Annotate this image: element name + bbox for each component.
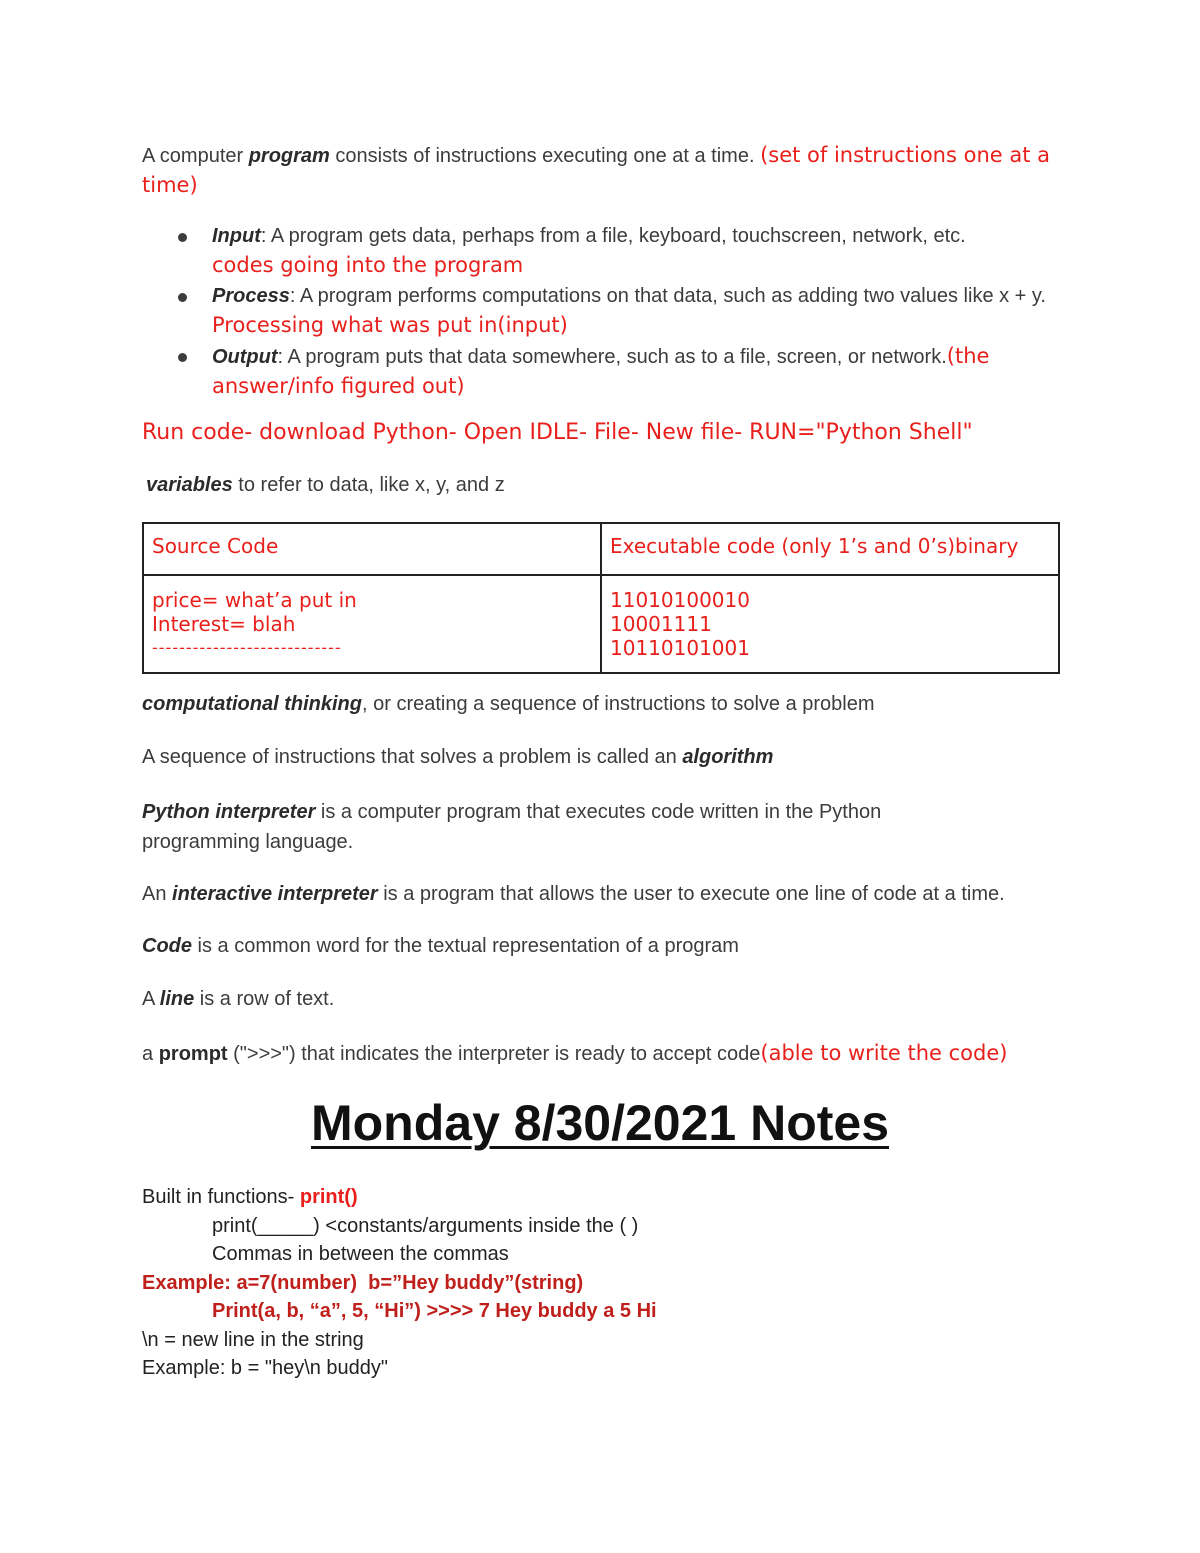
- bullet-icon: [178, 293, 187, 302]
- computational-thinking-def: computational thinking, or creating a sequence of instructions to solve a problem: [142, 693, 875, 715]
- example-print-line: Print(a, b, “a”, 5, “Hi”) >>>> 7 Hey buddy a 5 Hi: [212, 1300, 657, 1322]
- source-code-cell: price= what’a put in Interest= blah ----------------------------: [143, 575, 601, 673]
- intro-paragraph: [142, 141, 1062, 201]
- table-header-row: [143, 523, 1059, 575]
- python-interpreter-def: Python interpreter is a computer program that executes code written in the Python programming language.: [142, 801, 882, 853]
- list-item: Process: A program performs computations on that data, such as adding two values like x + y. Processing what was put in(input): [142, 282, 1062, 341]
- list-item: Input: A program gets data, perhaps from a file, keyboard, touchscreen, network, etc. codes going into the program: [142, 222, 1062, 281]
- newline-example-line: Example: b = "hey\n buddy": [142, 1357, 389, 1379]
- list-item: Output: A program puts that data somewhere, such as to a file, screen, or network.(the answer/info figured out): [142, 342, 1062, 402]
- intro-prefix: A computer: [142, 145, 249, 167]
- example-variables-line: Example: a=7(number) b=”Hey buddy”(string): [142, 1271, 584, 1294]
- variables-line: variables to refer to data, like x, y, and z: [146, 474, 505, 496]
- code-def: Code is a common word for the textual representation of a program: [142, 935, 739, 957]
- table-row: [143, 575, 1059, 673]
- intro-text: consists of instructions executing one at a time.: [329, 145, 761, 167]
- source-vs-executable-table: [142, 522, 1060, 674]
- page-title: Monday 8/30/2021 Notes: [310, 1095, 890, 1151]
- commas-line: Commas in between the commas: [212, 1243, 509, 1265]
- header-executable-code: Executable code (only 1’s and 0’s)binary: [601, 523, 1059, 575]
- run-code-steps: Run code- download Python- Open IDLE- File- New file- RUN="Python Shell": [142, 420, 973, 445]
- bullet-icon: [178, 233, 187, 242]
- line-def: A line is a row of text.: [142, 988, 335, 1010]
- binary-code-cell: 11010100010 10001111 10110101001: [601, 575, 1059, 673]
- ipo-list: [142, 222, 1062, 403]
- newline-line: \n = new line in the string: [142, 1328, 364, 1351]
- builtin-functions-notes: [142, 1183, 1062, 1383]
- bullet-icon: [178, 353, 187, 362]
- prompt-def: a prompt (">>>") that indicates the interpreter is ready to accept code(able to write the code): [142, 1041, 1008, 1065]
- header-source-code: Source Code: [143, 523, 601, 575]
- interactive-interpreter-def: An interactive interpreter is a program that allows the user to execute one line of code at a time.: [142, 883, 1005, 905]
- intro-term: program: [248, 145, 330, 167]
- builtin-functions-line: Built in functions- print(): [142, 1186, 358, 1208]
- intro-note: (set of instructions one at a time): [142, 143, 1050, 197]
- print-syntax-line: print(_____) <constants/arguments inside the ( ): [212, 1214, 639, 1237]
- algorithm-def: A sequence of instructions that solves a problem is called an algorithm: [142, 746, 774, 768]
